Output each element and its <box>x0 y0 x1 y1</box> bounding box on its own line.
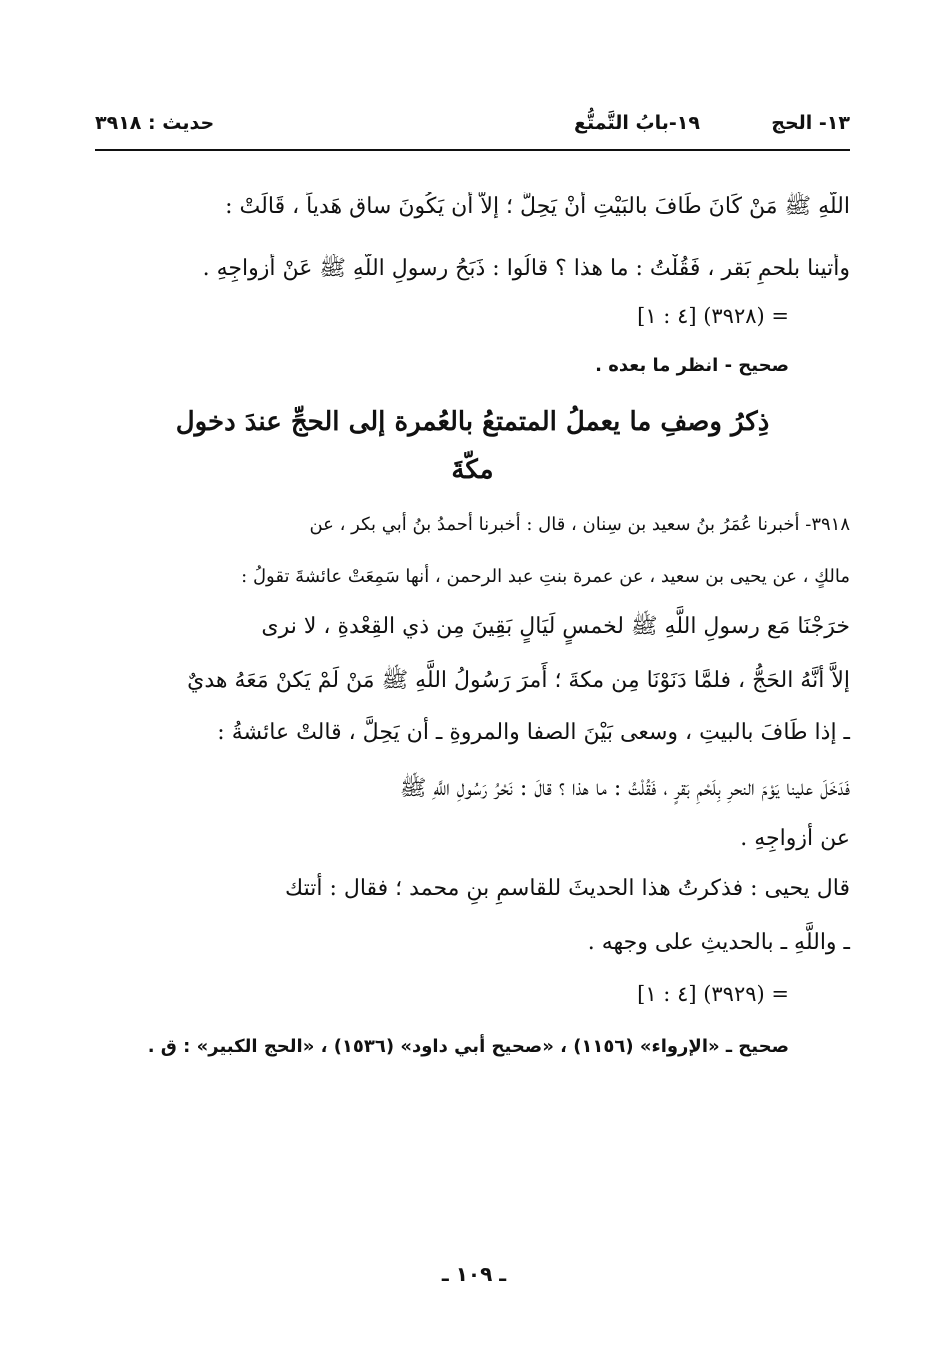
header-hadith-number: حديث : ٣٩١٨ <box>95 112 215 134</box>
previous-hadith-grading: صحيح - انظر ما بعده . <box>595 355 789 376</box>
isnad-line: ٣٩١٨- أخبرنا عُمَرُ بنُ سعيد بن سِنان ، قال : أخبرنا أحمدُ بنُ أبي بكر ، عن <box>309 514 850 535</box>
matn-line: فَدَخَلَ علينا يَوْمَ النحرِ بِلَحْمِ بَقرٍ ، فَقُلْتُ : ما هذا ؟ قالَ : نَحْرُ رَسُولِ اللَّهِ ﷺ <box>399 776 850 801</box>
text-line: اللَّهِ ﷺ مَنْ كَانَ طَافَ بالبَيْتِ أنْ يَحِلَّ ؛ إلاَّ أن يَكُونَ ساق هَدياً ، قَالَتْ : <box>225 194 850 219</box>
text-line: وأُتينا بلحمِ بَقر ، فَقُلْتُ : ما هذا ؟ قالُوا : ذَبَحُ رسولِ اللَّهِ ﷺ عَنْ أزواجِهِ . <box>202 256 850 281</box>
header-book-title: ١٣- الحج <box>771 112 850 134</box>
qasim-comment-line: ـ واللَّهِ ـ بالحديثِ على وجهه . <box>587 930 850 955</box>
hadith-reference: = (٣٩٢٩) [٤ : ١] <box>637 982 789 1006</box>
running-header <box>95 106 850 142</box>
header-chapter-title: ١٩-بابُ التَّمتُّع <box>574 112 700 134</box>
previous-hadith-reference: = (٣٩٢٨) [٤ : ١] <box>637 304 789 328</box>
isnad-line: مالكٍ ، عن يحيى بن سعيد ، عن عمرة بنتِ عبد الرحمن ، أنها سَمِعَتْ عائشةَ تقولُ : <box>241 566 850 587</box>
matn-line: عن أزواجِهِ . <box>740 826 850 851</box>
page-number: ـ ١٠٩ ـ <box>441 1262 507 1286</box>
matn-line: ـ إذا طَافَ بالبيتِ ، وسعى بَيْنَ الصفا والمروةِ ـ أن يَحِلَّ ، قالتْ عائشةُ : <box>217 720 850 745</box>
hadith-grading: صحيح ـ «الإرواء» (١١٥٦) ، «صحيح أبي داود» (١٥٣٦) ، «الحج الكبير» : ق . <box>147 1036 789 1057</box>
qasim-comment-line: قال يحيى : فذكرتُ هذا الحديثَ للقاسمِ بنِ محمد ؛ فقال : أتتك <box>285 876 850 901</box>
header-divider <box>95 149 850 151</box>
section-heading: ذِكرُ وصفِ ما يعملُ المتمتعُ بالعُمرة إلى الحجِّ عندَ دخول مكّةَ <box>175 407 770 485</box>
matn-line: خرَجْنَا مَع رسولِ اللَّهِ ﷺ لخمسٍ لَيَالٍ بَقِينَ مِن ذي القِعْدةِ ، لا نرى <box>261 614 850 639</box>
matn-line: إلاَّ أنَّهُ الحَجُّ ، فلمَّا دَنَوْنَا مِن مكةَ ؛ أَمرَ رَسُولُ اللَّهِ ﷺ مَنْ لَمْ يَكنْ مَعَهُ هديٌ <box>187 668 850 693</box>
